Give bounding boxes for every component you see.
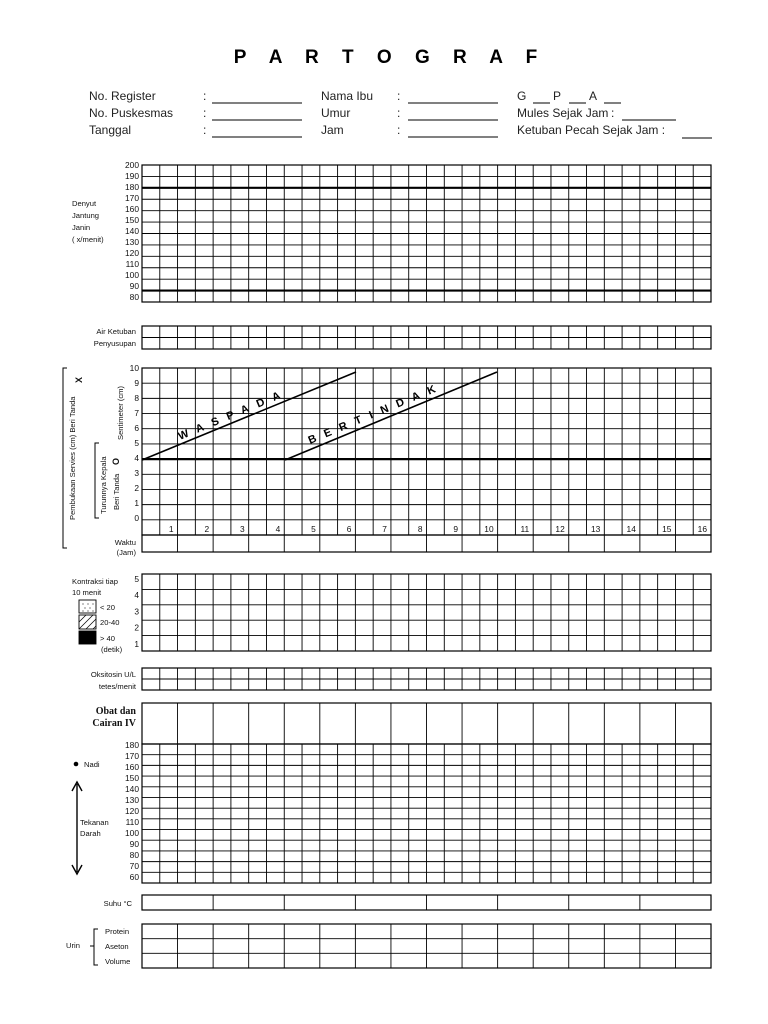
servik-mark-x: X bbox=[74, 376, 84, 383]
tekanan-label: Tekanan bbox=[80, 818, 109, 827]
servik-tick-label: 1 bbox=[134, 498, 139, 508]
hour-label: 10 bbox=[484, 524, 494, 534]
legend-20-40: 20-40 bbox=[100, 618, 120, 627]
hour-label: 4 bbox=[275, 524, 281, 534]
label-no-puskesmas: No. Puskesmas bbox=[89, 106, 174, 120]
nadi-tick-label: 150 bbox=[125, 773, 139, 783]
urin-section bbox=[66, 924, 711, 968]
kontraksi-tick-label: 5 bbox=[134, 574, 139, 584]
header-register-group bbox=[89, 89, 302, 137]
djj-tick-label: 160 bbox=[125, 204, 139, 214]
colon-no-register: : bbox=[203, 89, 207, 103]
nadi-grid[interactable] bbox=[142, 744, 711, 883]
nadi-tick-label: 90 bbox=[129, 839, 139, 849]
kontraksi-label-line-2: 10 menit bbox=[72, 588, 102, 597]
urin-brace bbox=[90, 929, 98, 965]
darah-label: Darah bbox=[80, 829, 101, 838]
legend-solid-swatch bbox=[79, 631, 96, 644]
hour-label: 14 bbox=[626, 524, 636, 534]
kontraksi-section bbox=[72, 574, 711, 654]
hour-label: 13 bbox=[590, 524, 601, 534]
legend-unit: (detik) bbox=[101, 645, 123, 654]
nadi-tick-label: 180 bbox=[125, 740, 139, 750]
hour-label: 5 bbox=[311, 524, 316, 534]
colon-jam: : bbox=[397, 123, 401, 137]
sentimeter-label: Sentimeter (cm) bbox=[116, 385, 125, 440]
djj-tick-label: 120 bbox=[125, 248, 139, 258]
colon-nama-ibu: : bbox=[397, 89, 401, 103]
servik-tick-label: 4 bbox=[134, 453, 139, 463]
djj-tick-label: 190 bbox=[125, 171, 139, 181]
servik-tick-label: 10 bbox=[129, 363, 139, 373]
djj-tick-label: 180 bbox=[125, 182, 139, 192]
nadi-tick-label: 80 bbox=[129, 850, 139, 860]
kontraksi-tick-label: 4 bbox=[134, 590, 139, 601]
hour-label: 6 bbox=[346, 524, 352, 534]
servik-tick-label: 0 bbox=[134, 513, 139, 523]
suhu-label: Suhu °C bbox=[103, 899, 132, 908]
nadi-tick-label: 170 bbox=[125, 751, 139, 761]
colon-no-puskesmas: : bbox=[203, 106, 207, 120]
colon-tanggal: : bbox=[203, 123, 207, 137]
nadi-tick-label: 100 bbox=[125, 828, 139, 838]
servik-tick-label: 5 bbox=[134, 438, 139, 448]
bertindak-label: BERTINDAK bbox=[306, 379, 446, 447]
servik-tick-label: 9 bbox=[134, 378, 139, 388]
hour-label: 16 bbox=[697, 524, 707, 534]
djj-tick-label: 200 bbox=[125, 160, 139, 170]
obat-section bbox=[92, 703, 711, 744]
hour-label: 9 bbox=[453, 524, 459, 534]
colon-mules: : bbox=[611, 106, 615, 120]
djj-label-line-2: Jantung bbox=[72, 211, 100, 220]
djj-label-line-4: ( x/menit) bbox=[72, 235, 104, 244]
nadi-tick-label: 60 bbox=[129, 872, 139, 882]
servik-bracket bbox=[63, 368, 67, 548]
header-obstetric-group bbox=[517, 89, 712, 138]
tetes-label: tetes/menit bbox=[98, 682, 136, 691]
djj-tick-label: 90 bbox=[129, 281, 139, 291]
label-tanggal: Tanggal bbox=[89, 123, 132, 137]
label-no-register: No. Register bbox=[89, 89, 156, 103]
servik-section bbox=[63, 363, 711, 557]
nadi-tick-label: 130 bbox=[125, 795, 139, 805]
urin-aseton-label: Aseton bbox=[105, 942, 129, 951]
hour-label: 8 bbox=[417, 524, 423, 534]
obat-grid[interactable] bbox=[142, 703, 711, 744]
oksitosin-grid[interactable] bbox=[142, 668, 711, 690]
djj-grid[interactable] bbox=[142, 165, 711, 302]
nadi-tick-label: 160 bbox=[125, 762, 139, 772]
hour-label: 3 bbox=[240, 524, 245, 534]
oksitosin-section bbox=[91, 668, 711, 691]
jam-label: (Jam) bbox=[116, 548, 136, 557]
kontraksi-tick-label: 2 bbox=[134, 622, 139, 633]
kontraksi-axis bbox=[134, 574, 139, 649]
djj-tick-label: 110 bbox=[125, 259, 139, 269]
kepala-side-label: Turunnya Kepala bbox=[99, 456, 108, 514]
label-umur: Umur bbox=[321, 106, 351, 120]
servik-tick-label: 6 bbox=[134, 423, 139, 433]
servik-tick-label: 3 bbox=[134, 468, 139, 478]
servik-tick-label: 8 bbox=[134, 393, 139, 403]
label-mules: Mules Sejak Jam bbox=[517, 106, 609, 120]
urin-volume-label: Volume bbox=[105, 957, 131, 966]
nadi-tick-label: 110 bbox=[125, 817, 139, 827]
kepala-side-label-2: Beri Tanda bbox=[112, 473, 121, 510]
hour-label: 2 bbox=[204, 524, 210, 534]
nadi-dot-icon bbox=[74, 762, 79, 767]
air-ketuban-label: Air Ketuban bbox=[96, 327, 136, 336]
djj-tick-label: 100 bbox=[125, 270, 139, 280]
nadi-tick-label: 70 bbox=[129, 861, 139, 871]
label-a: A bbox=[589, 89, 598, 103]
colon-umur: : bbox=[397, 106, 401, 120]
djj-tick-label: 150 bbox=[125, 215, 139, 225]
waspada-label: WASPADA bbox=[176, 386, 291, 443]
suhu-section bbox=[104, 895, 711, 910]
label-jam: Jam bbox=[321, 123, 344, 137]
djj-label-line-3: Janin bbox=[72, 223, 91, 232]
djj-section bbox=[72, 160, 711, 302]
djj-tick-label: 80 bbox=[129, 292, 139, 302]
servik-tick-label: 7 bbox=[134, 408, 139, 418]
waktu-label: Waktu bbox=[114, 538, 136, 547]
djj-tick-label: 130 bbox=[125, 237, 139, 247]
cairan-label: Cairan IV bbox=[92, 718, 136, 729]
legend-lt20: < 20 bbox=[100, 603, 115, 612]
djj-tick-label: 140 bbox=[125, 226, 139, 236]
kontraksi-grid[interactable] bbox=[142, 574, 711, 651]
header-ibu-group bbox=[321, 89, 498, 137]
legend-gt40: > 40 bbox=[100, 634, 115, 643]
nadi-label: Nadi bbox=[84, 760, 100, 769]
air-ketuban-section bbox=[94, 326, 711, 349]
servik-axis bbox=[130, 363, 140, 523]
servik-tick-label: 2 bbox=[134, 483, 139, 493]
label-p: P bbox=[553, 89, 562, 103]
hour-label: 1 bbox=[168, 524, 174, 534]
obat-label: Obat dan bbox=[95, 706, 136, 717]
nadi-tick-label: 120 bbox=[125, 806, 139, 816]
penyusupan-label: Penyusupan bbox=[93, 339, 136, 348]
nadi-axis bbox=[125, 740, 139, 882]
kepala-mark-o: O bbox=[111, 457, 121, 465]
urin-label: Urin bbox=[66, 941, 80, 950]
servik-hour-labels bbox=[169, 524, 707, 534]
waktu-grid[interactable] bbox=[142, 535, 711, 552]
kontraksi-label-line-1: Kontraksi tiap bbox=[72, 577, 119, 586]
label-nama-ibu: Nama Ibu bbox=[321, 89, 374, 103]
nadi-section bbox=[72, 740, 711, 883]
suhu-grid[interactable] bbox=[142, 895, 711, 910]
kontraksi-tick-label: 1 bbox=[134, 638, 139, 649]
djj-axis bbox=[125, 160, 139, 302]
hour-label: 7 bbox=[382, 524, 387, 534]
servik-side-label: Pembukaan Servies (cm) Beri Tanda bbox=[68, 396, 77, 520]
page-title: P A R T O G R A F bbox=[233, 47, 547, 68]
air-ketuban-grid[interactable] bbox=[142, 326, 711, 349]
kontraksi-tick-label: 3 bbox=[134, 606, 139, 617]
urin-grid[interactable] bbox=[142, 924, 711, 968]
urin-protein-label: Protein bbox=[105, 927, 130, 936]
djj-tick-label: 170 bbox=[125, 193, 139, 203]
label-g: G bbox=[517, 89, 527, 103]
hour-label: 15 bbox=[662, 524, 672, 534]
djj-label-line-1: Denyut bbox=[72, 199, 97, 208]
oksitosin-label: Oksitosin U/L bbox=[90, 670, 136, 679]
nadi-tick-label: 140 bbox=[125, 784, 139, 794]
double-arrow-icon bbox=[72, 782, 82, 874]
hour-label: 11 bbox=[520, 524, 530, 534]
label-ketuban-pecah: Ketuban Pecah Sejak Jam : bbox=[517, 123, 666, 137]
hour-label: 12 bbox=[555, 524, 565, 534]
